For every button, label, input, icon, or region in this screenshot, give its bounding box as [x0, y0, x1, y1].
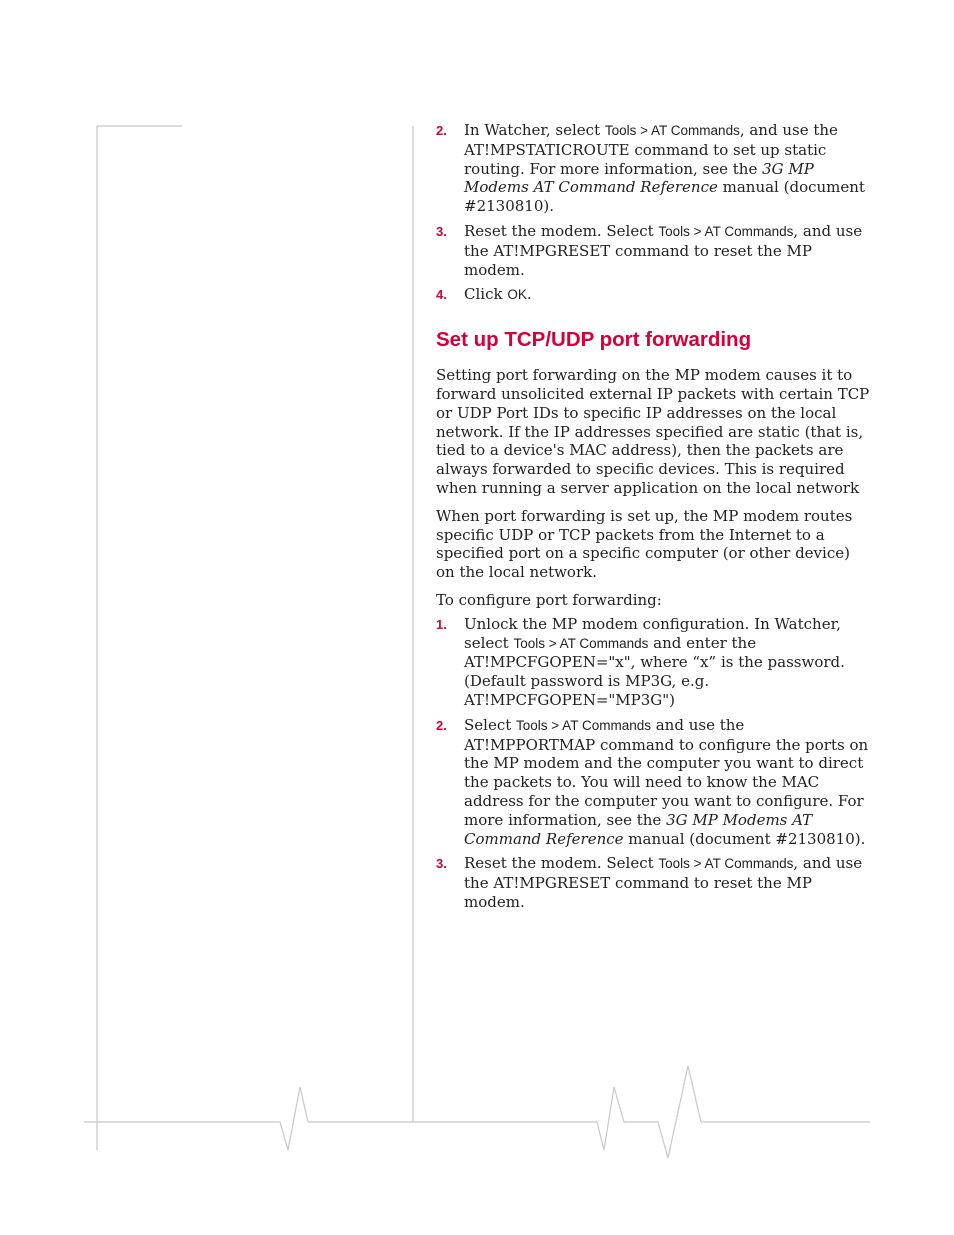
- section-heading: Set up TCP/UDP port forwarding: [436, 328, 752, 352]
- menu-path: Tools > AT Commands: [516, 717, 651, 733]
- step-3-reset-modem: [436, 854, 870, 911]
- step-text-part: , and use the AT!MPGRESET command to reset the MP modem.: [464, 854, 863, 911]
- step-1-unlock: [436, 615, 870, 710]
- step-text-part: Select: [464, 715, 517, 734]
- step-text-part: .: [526, 285, 532, 304]
- step-text-part: In Watcher, select: [464, 121, 605, 139]
- menu-path: Tools > AT Commands: [658, 223, 794, 239]
- menu-path: Tools > AT Commands: [604, 123, 740, 138]
- step-text-part: Reset the modem. Select: [464, 221, 659, 240]
- main-content: [436, 121, 870, 918]
- menu-path: Tools > AT Commands: [658, 856, 794, 872]
- step-text-part: , and use the AT!MPGRESET command to reset the MP modem.: [464, 221, 863, 279]
- step-text: [464, 121, 870, 216]
- waveform-mark-left: [280, 1087, 308, 1150]
- step-text-part: manual (document #2130810).: [464, 178, 865, 216]
- step-4-click-ok: [436, 285, 870, 305]
- menu-path: Tools > AT Commands: [513, 635, 649, 651]
- step-text: [464, 285, 870, 305]
- step-text-part: manual (document #2130810).: [623, 829, 866, 848]
- step-text: [464, 222, 870, 279]
- step-text-part: and enter the AT!MPCFGOPEN="x", where “x” is the password. (Default password is MP3G, e.g. AT!MPCFGOPEN="MP3G"): [464, 633, 845, 709]
- step-text: [464, 854, 870, 911]
- step-text: [464, 615, 870, 710]
- ok-label: OK: [507, 287, 527, 303]
- intro-paragraph: Setting port forwarding on the MP modem causes it to forward unsolicited external IP packets with certain TCP or UDP Port IDs to specific IP addresses on the local network. If the IP addresses specified are static (that is, tied to a device's MAC address), then the packets are always forwarded to specific devices. This is required when running a server application on the local network: [436, 366, 870, 497]
- document-reference: 3G MP Modems AT Command Reference: [464, 159, 814, 197]
- step-text-part: Click: [464, 285, 508, 304]
- step-number: 1.: [436, 616, 447, 632]
- step-text-part: Unlock the MP modem configuration. In Watcher, select: [464, 614, 841, 652]
- step-number: 2.: [436, 123, 447, 138]
- step-number: 3.: [436, 856, 447, 872]
- step-2-port-map: [436, 716, 870, 849]
- document-reference: 3G MP Modems AT Command Reference: [464, 810, 813, 848]
- description-paragraph: When port forwarding is set up, the MP modem routes specific UDP or TCP packets from the Internet to a specified port on a specific computer (or other device) on the local network.: [436, 506, 853, 582]
- step-text-part: , and use the AT!MPSTATICROUTE command to set up static routing. For more information, see the: [464, 121, 838, 178]
- procedure-intro: To configure port forwarding:: [436, 590, 662, 609]
- step-number: 2.: [436, 717, 447, 733]
- step-3-reset: [436, 222, 870, 279]
- step-number: 4.: [436, 287, 447, 303]
- step-text-part: Reset the modem. Select: [464, 854, 659, 873]
- step-text-part: and use the AT!MPPORTMAP command to configure the ports on the MP modem and the computer you want to direct the packets to. You will need to know the MAC address for the computer you want to configure. For more information, see the: [464, 715, 869, 829]
- step-2-static-route: [436, 121, 870, 216]
- step-number: 3.: [436, 223, 447, 239]
- step-text: [464, 716, 870, 849]
- waveform-mark-right: [597, 1066, 701, 1158]
